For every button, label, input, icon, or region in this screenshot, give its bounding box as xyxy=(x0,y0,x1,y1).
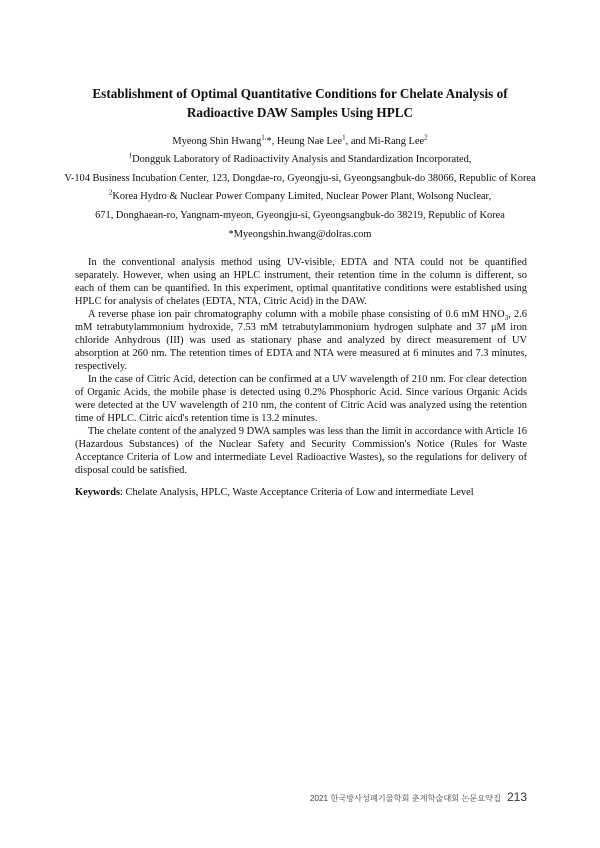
title-line-1: Establishment of Optimal Quantitative Conditions for Chelate Analysis of xyxy=(92,86,508,101)
paragraph-1: In the conventional analysis method using UV-visible, EDTA and NTA could not be quantified separately. However, when using an HPLC instrument, their retention time in the column is different, so each of them can be quantified. In this experiment, optimal quantitative conditions were established using HPLC for analysis of chelates (EDTA, NTA, Citric Acid) in the DAW. xyxy=(75,257,527,307)
keywords xyxy=(75,486,527,499)
author-1-name: Myeong Shin Hwang xyxy=(172,136,262,147)
title-line-2: Radioactive DAW Samples Using HPLC xyxy=(186,105,414,120)
affiliation-2-marker: 2 xyxy=(108,188,113,197)
abstract-body xyxy=(75,256,527,477)
author-1-affiliation: 1, xyxy=(261,133,267,142)
author-3-affiliation: 2 xyxy=(424,133,428,142)
author-2-affiliation: 1 xyxy=(342,133,346,142)
page-number: 213 xyxy=(506,790,527,804)
corresponding-mark: *, xyxy=(266,136,277,147)
proceedings-title: 2021 한국방사성폐기물학회 춘계학술대회 논문요약집 xyxy=(309,794,501,803)
corresponding-email: *Myeongshin.hwang@dolras.com xyxy=(228,229,372,240)
affiliation-1-line-2: V-104 Business Incubation Center, 123, Dongdae-ro, Gyeongju-si, Gyeongsangbuk-do 38066, Republic of Korea xyxy=(64,173,536,184)
paper-title xyxy=(60,84,540,122)
author-list xyxy=(40,135,560,148)
page-footer xyxy=(310,790,527,804)
affiliation-2-line-1: $^2$Korea Hydro & Nuclear Power Company Limited, Nuclear Power Plant, Wolsong Nuclear, xyxy=(108,188,492,202)
keywords-label: Keywords xyxy=(75,487,121,498)
paragraph-2: A reverse phase ion pair chromatography column with a mobile phase consisting of 0.6 mM $HNO_3$, 2.6 mM tetrabutylammonium hydroxide, 7.53 mM tetrabutylammonium hydrogen sulphate and 37 μM iron chloride Anhydrous (III) was used as stationary phase and analyzed by direct measurement of UV absorption at 260 nm. The retention times of EDTA and NTA were measured at 6 minutes and 7.3 minutes, respectively. xyxy=(75,309,527,372)
nitrate-subscript: 3 xyxy=(504,314,509,323)
affiliation-1-marker: 1 xyxy=(128,151,133,160)
author-separator: , and xyxy=(345,136,369,147)
author-2-name: Heung Nae Lee xyxy=(276,136,343,147)
affiliation-2-line-2: 671, Donghaean-ro, Yangnam-myeon, Gyeongju-si, Gyeongsangbuk-do 38219, Republic of Korea xyxy=(95,210,505,221)
author-3-name: Mi-Rang Lee xyxy=(368,136,425,147)
affiliation-1-line-1: $^1$Dongguk Laboratory of Radioactivity Analysis and Standardization Incorporated, xyxy=(128,151,472,165)
paragraph-3: In the case of Citric Acid, detection can be confirmed at a UV wavelength of 210 nm. For clear detection of Organic Acids, the mobile phase is detected using 0.2% Phosphoric Acid. Since various Organic Acids were detected at the UV wavelength of 210 nm, the content of Citric Acid was analyzed using the retention time of HPLC. Citric aicd's retention time is 13.2 minutes. xyxy=(75,374,527,424)
paragraph-4: The chelate content of the analyzed 9 DWA samples was less than the limit in accordance with Article 16 (Hazardous Substances) of the Nuclear Safety and Security Commission's Notice (Rules for Waste Acceptance Criteria of Low and intermediate Level Radioactive Wastes), so the regulations for delivery of disposal could be satisfied. xyxy=(75,426,527,476)
keywords-text: : Chelate Analysis, HPLC, Waste Acceptance Criteria of Low and intermediate Level xyxy=(120,487,474,498)
